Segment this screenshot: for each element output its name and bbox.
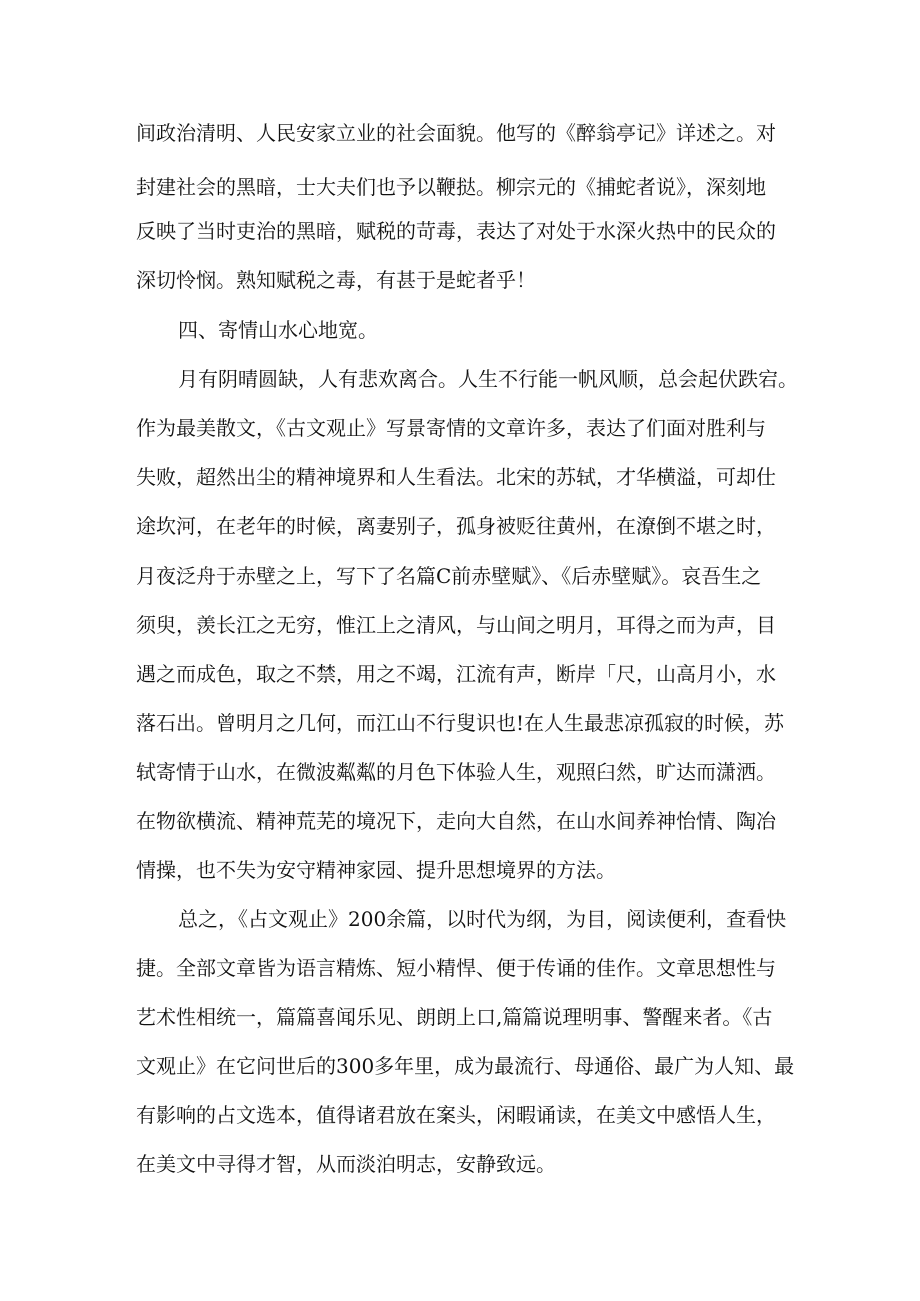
text-line: 有影响的占文选本，值得诸君放在案头，闲暇诵读，在美文中感悟人生， bbox=[136, 1103, 776, 1127]
text-line: 情操，也不失为安守精神家园、提升思想境界的方法。 bbox=[136, 858, 616, 882]
text-line: 文观止》在它问世后的300多年里，成为最流行、母通俗、最广为人知、最 bbox=[136, 1054, 795, 1078]
text-line: 深切怜悯。熟知赋税之毒，有甚于是蛇者乎！ bbox=[136, 268, 536, 292]
text-line: 艺术性相统一，篇篇喜闻乐见、朗朗上口,篇篇说理明事、警醒来者。《古 bbox=[136, 1005, 773, 1029]
text-line: 间政治清明、人民安家立业的社会面貌。他写的《醉翁亭记》详述之。对 bbox=[136, 121, 776, 145]
text-line: 总之，《占文观止》200余篇，以时代为纲，为目，阅读便利，查看快 bbox=[178, 907, 787, 931]
text-line: 失败，超然出尘的精神境界和人生看法。北宋的苏轼，才华横溢，可却仕 bbox=[136, 465, 776, 489]
text-line: 轼寄情于山水，在微波粼粼的月色下体验人生，观照臼然，旷达而潇洒。 bbox=[136, 760, 776, 784]
text-line: 途坎河，在老年的时候，离妻别子，孤身被贬往黄州，在潦倒不堪之时， bbox=[136, 514, 776, 538]
text-line: 作为最美散文，《古文观止》写景寄情的文章许多，表达了们面对胜利与 bbox=[136, 416, 766, 440]
text-line: 在物欲横流、精神荒芜的境况下，走向大自然，在山水间养神怡情、陶冶 bbox=[136, 809, 776, 833]
text-line: 月有阴晴圆缺，人有悲欢离合。人生不行能一帆风顺，总会起伏跌宕。 bbox=[178, 367, 798, 391]
text-line: 捷。全部文章皆为语言精炼、短小精悍、便于传诵的佳作。文章思想性与 bbox=[136, 956, 776, 980]
text-line: 须臾，羡长江之无穷，惟江上之清风，与山间之明月，耳得之而为声，目 bbox=[136, 613, 776, 637]
section-heading: 四、寄情山水心地宽。 bbox=[178, 318, 378, 342]
text-line: 封建社会的黑暗，士大夫们也予以鞭挞。柳宗元的《捕蛇者说》，深刻地 bbox=[136, 175, 766, 199]
text-line: 在美文中寻得才智，从而淡泊明志，安静致远。 bbox=[136, 1152, 556, 1176]
text-line: 月夜泛舟于赤壁之上，写下了名篇C前赤壁赋》、《后赤壁赋》。哀吾生之 bbox=[136, 564, 762, 588]
text-line: 反映了当时吏治的黑暗，赋税的苛毒，表达了对处于水深火热中的民众的 bbox=[136, 219, 776, 243]
text-line: 遇之而成色，取之不禁，用之不竭，江流有声，断岸「尺，山高月小，水 bbox=[136, 662, 776, 686]
text-line: 落石出。曾明月之几何，而江山不行叟识也!在人生最悲凉孤寂的时候，苏 bbox=[136, 711, 785, 735]
